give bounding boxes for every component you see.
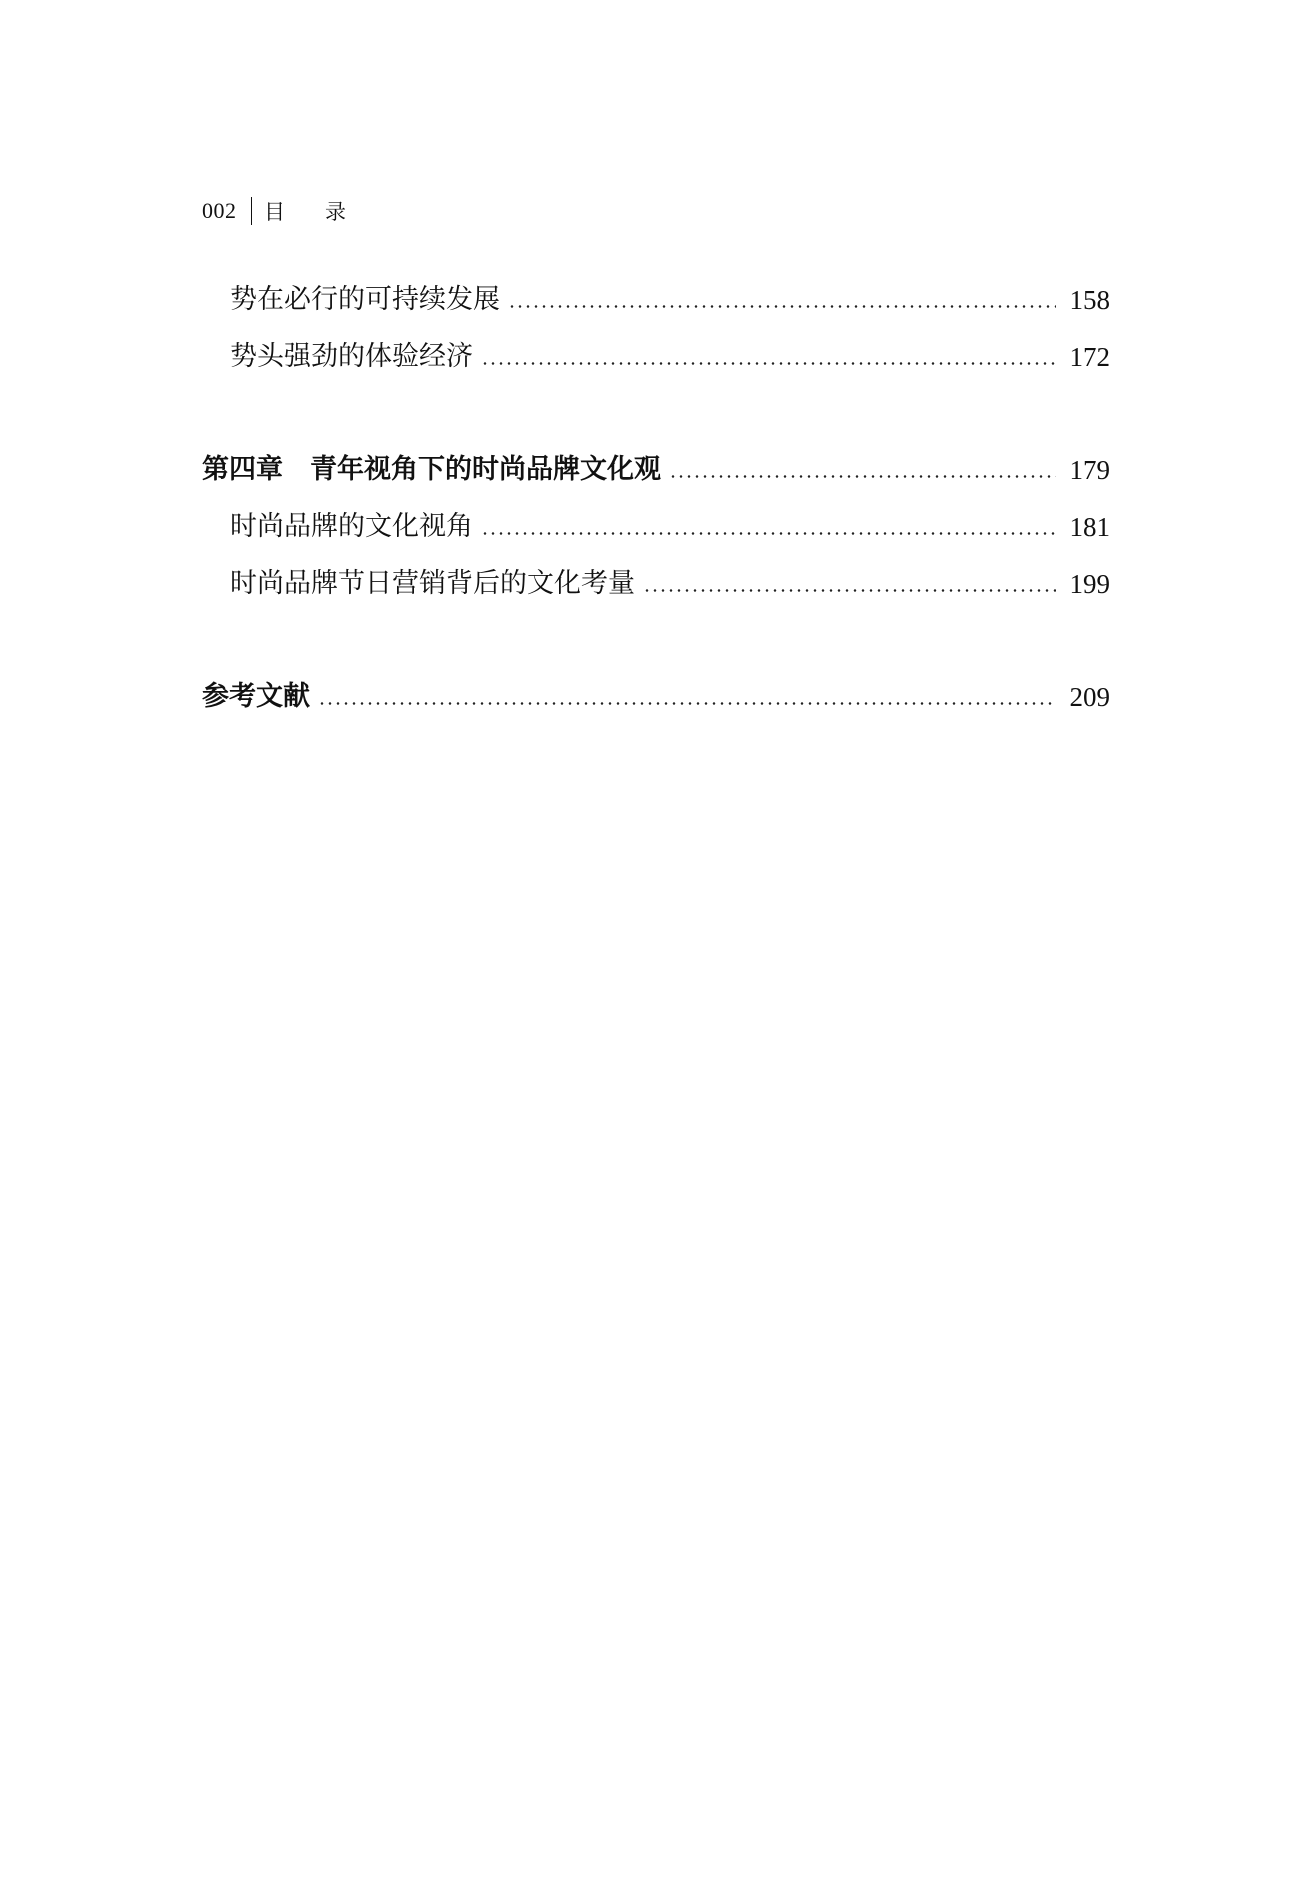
toc-entry-title[interactable]: 时尚品牌节日营销背后的文化考量 xyxy=(230,568,635,599)
toc-entry[interactable] xyxy=(0,282,1307,318)
toc-references-entry[interactable] xyxy=(0,679,1307,715)
toc-entry-title[interactable]: 势头强劲的体验经济 xyxy=(230,341,473,372)
toc-page-number[interactable]: 209 xyxy=(1069,682,1110,712)
toc-page-number[interactable]: 158 xyxy=(1069,285,1110,315)
toc-page-number[interactable]: 179 xyxy=(1069,455,1110,485)
section-title: 目录 xyxy=(264,200,386,224)
dot-leader xyxy=(481,532,1056,535)
running-header xyxy=(202,196,386,226)
dot-leader xyxy=(508,305,1056,308)
dot-leader xyxy=(318,702,1056,705)
dot-leader xyxy=(481,362,1056,365)
dot-leader xyxy=(669,475,1056,478)
toc-page-number[interactable]: 172 xyxy=(1069,342,1110,372)
toc-entry-title[interactable]: 势在必行的可持续发展 xyxy=(230,284,500,315)
dot-leader xyxy=(643,589,1056,592)
toc-chapter-title[interactable]: 第四章 青年视角下的时尚品牌文化观 xyxy=(202,454,661,485)
toc-references-title[interactable]: 参考文献 xyxy=(202,681,310,712)
toc-entry[interactable] xyxy=(0,566,1307,602)
toc-page-number[interactable]: 181 xyxy=(1069,512,1110,542)
toc-page-number[interactable]: 199 xyxy=(1069,569,1110,599)
toc-chapter-entry[interactable] xyxy=(0,452,1307,488)
toc-entry[interactable] xyxy=(0,509,1307,545)
header-divider xyxy=(251,197,253,225)
toc-entry[interactable] xyxy=(0,339,1307,375)
page-number: 002 xyxy=(202,198,237,223)
toc-entry-title[interactable]: 时尚品牌的文化视角 xyxy=(230,511,473,542)
